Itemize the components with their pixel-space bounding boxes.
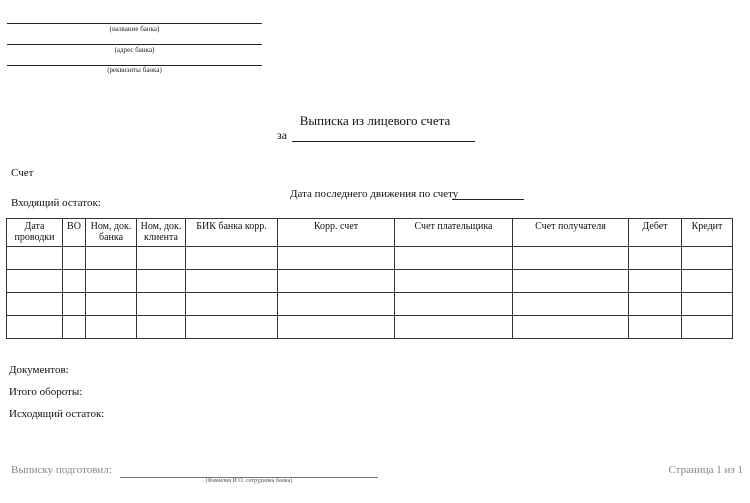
table-cell[interactable] xyxy=(682,270,733,293)
table-cell[interactable] xyxy=(86,316,137,339)
column-header-credit: Кредит xyxy=(682,219,733,247)
column-header-recipient-account: Счет получателя xyxy=(513,219,629,247)
table-cell[interactable] xyxy=(278,270,395,293)
table-cell[interactable] xyxy=(186,316,278,339)
bank-name-caption: (название банка) xyxy=(109,25,160,33)
last-movement-label: Дата последнего движения по счету xyxy=(290,188,459,200)
column-header-debit: Дебет xyxy=(629,219,682,247)
period-field[interactable] xyxy=(292,141,475,142)
column-header-corr-account: Корр. счет xyxy=(278,219,395,247)
table-cell[interactable] xyxy=(63,247,86,270)
table-cell[interactable] xyxy=(395,270,513,293)
table-cell[interactable] xyxy=(86,247,137,270)
table-row xyxy=(7,270,733,293)
table-cell[interactable] xyxy=(86,270,137,293)
table-cell[interactable] xyxy=(186,293,278,316)
table-cell[interactable] xyxy=(682,247,733,270)
table-cell[interactable] xyxy=(137,247,186,270)
column-header-corr-bank-bik: БИК банка корр. xyxy=(186,219,278,247)
statement-table xyxy=(6,218,733,339)
closing-balance-label: Исходящий остаток: xyxy=(9,408,105,420)
table-cell[interactable] xyxy=(7,247,63,270)
table-cell[interactable] xyxy=(513,270,629,293)
document-title: Выписка из лицевого счета xyxy=(299,113,451,128)
column-header-bank-doc-num: Ном, док. банка xyxy=(86,219,137,247)
table-cell[interactable] xyxy=(7,293,63,316)
prepared-by-label: Выписку подготовил: xyxy=(11,464,112,476)
table-cell[interactable] xyxy=(395,247,513,270)
account-label: Счет xyxy=(11,167,34,179)
bank-name-line xyxy=(7,23,262,24)
table-row xyxy=(7,316,733,339)
turnover-label: Итого обороты: xyxy=(9,386,83,398)
table-cell[interactable] xyxy=(278,247,395,270)
signature-caption: (Фамилия И.О. сотрудника банка) xyxy=(205,478,293,484)
last-movement-field[interactable] xyxy=(452,199,524,200)
table-cell[interactable] xyxy=(629,247,682,270)
table-cell[interactable] xyxy=(7,316,63,339)
table-cell[interactable] xyxy=(629,293,682,316)
table-cell[interactable] xyxy=(186,270,278,293)
table-cell[interactable] xyxy=(278,316,395,339)
table-cell[interactable] xyxy=(513,316,629,339)
page-number: Страница 1 из 1 xyxy=(668,464,743,476)
table-cell[interactable] xyxy=(395,316,513,339)
opening-balance-label: Входящий остаток: xyxy=(11,197,101,209)
table-cell[interactable] xyxy=(513,293,629,316)
table-cell[interactable] xyxy=(63,293,86,316)
bank-address-line xyxy=(7,44,262,45)
table-cell[interactable] xyxy=(137,316,186,339)
table-cell[interactable] xyxy=(513,247,629,270)
table-cell[interactable] xyxy=(629,270,682,293)
table-row xyxy=(7,293,733,316)
period-prefix: за xyxy=(277,128,288,142)
column-header-payer-account: Счет плательщика xyxy=(395,219,513,247)
column-header-client-doc-num: Ном, док. клиента xyxy=(137,219,186,247)
documents-label: Документов: xyxy=(9,364,69,376)
bank-details-caption: (реквизиты банка) xyxy=(107,66,162,74)
table-cell[interactable] xyxy=(63,270,86,293)
table-cell[interactable] xyxy=(137,270,186,293)
table-cell[interactable] xyxy=(682,293,733,316)
table-cell[interactable] xyxy=(86,293,137,316)
table-header-row xyxy=(7,219,733,247)
column-header-posting-date: Дата проводки xyxy=(7,219,63,247)
table-cell[interactable] xyxy=(629,316,682,339)
table-cell[interactable] xyxy=(278,293,395,316)
table-cell[interactable] xyxy=(395,293,513,316)
table-row xyxy=(7,247,733,270)
table-cell[interactable] xyxy=(63,316,86,339)
table-cell[interactable] xyxy=(682,316,733,339)
column-header-vo: ВО xyxy=(63,219,86,247)
table-cell[interactable] xyxy=(7,270,63,293)
bank-address-caption: (адрес банка) xyxy=(114,46,155,54)
table-cell[interactable] xyxy=(186,247,278,270)
table-cell[interactable] xyxy=(137,293,186,316)
